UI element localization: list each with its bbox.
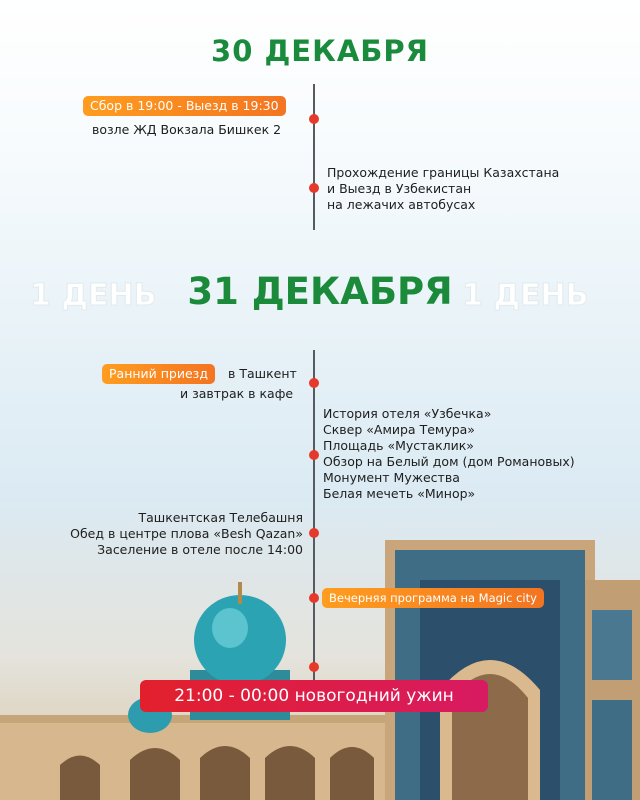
border-text-line: на лежачих автобусах	[327, 197, 476, 212]
meeting-time-pill: Сбор в 19:00 - Выезд в 19:30	[83, 96, 286, 116]
breakfast-text: и завтрак в кафе	[180, 386, 294, 401]
afternoon-item: Ташкентская Телебашня	[138, 510, 303, 525]
timeline-dot	[309, 593, 319, 603]
arrival-rest-text: в Ташкент	[228, 366, 297, 381]
tour-item: Белая мечеть «Минор»	[323, 486, 476, 501]
tour-item: История отеля «Узбечка»	[323, 406, 492, 421]
timeline-dot	[309, 450, 319, 460]
tour-item: Монумент Мужества	[323, 470, 460, 485]
timeline-line-day1	[313, 84, 315, 230]
timeline-dot	[309, 662, 319, 672]
timeline-line-day2	[313, 350, 315, 680]
timeline-dot	[309, 114, 319, 124]
date-title-30-december: 30 ДЕКАБРЯ	[211, 34, 429, 68]
arrival-pill: Ранний приезд	[102, 364, 215, 384]
timeline-dot	[309, 378, 319, 388]
timeline-dot	[309, 528, 319, 538]
day-number-ghost-left: 1 ДЕНЬ	[30, 278, 157, 313]
date-header-31-december	[0, 270, 640, 320]
new-year-dinner-banner: 21:00 - 00:00 новогодний ужин	[140, 680, 488, 712]
timeline-dot	[309, 183, 319, 193]
afternoon-item: Заселение в отеле после 14:00	[97, 542, 303, 557]
border-text-line: и Выезд в Узбекистан	[327, 181, 472, 196]
tour-item: Площадь «Мустаклик»	[323, 438, 474, 453]
meeting-place-text: возле ЖД Вокзала Бишкек 2	[92, 122, 282, 137]
tour-item: Обзор на Белый дом (дом Романовых)	[323, 454, 575, 469]
tour-item: Сквер «Амира Темура»	[323, 422, 475, 437]
date-title-31-december: 31 ДЕКАБРЯ	[187, 270, 453, 313]
afternoon-item: Обед в центре плова «Besh Qazan»	[70, 526, 303, 541]
day-number-ghost-right: 1 ДЕНЬ	[462, 278, 589, 313]
border-text-line: Прохождение границы Казахстана	[327, 165, 560, 180]
evening-program-pill: Вечерняя программа на Magic city	[322, 588, 544, 608]
architecture-illustration	[0, 520, 640, 800]
